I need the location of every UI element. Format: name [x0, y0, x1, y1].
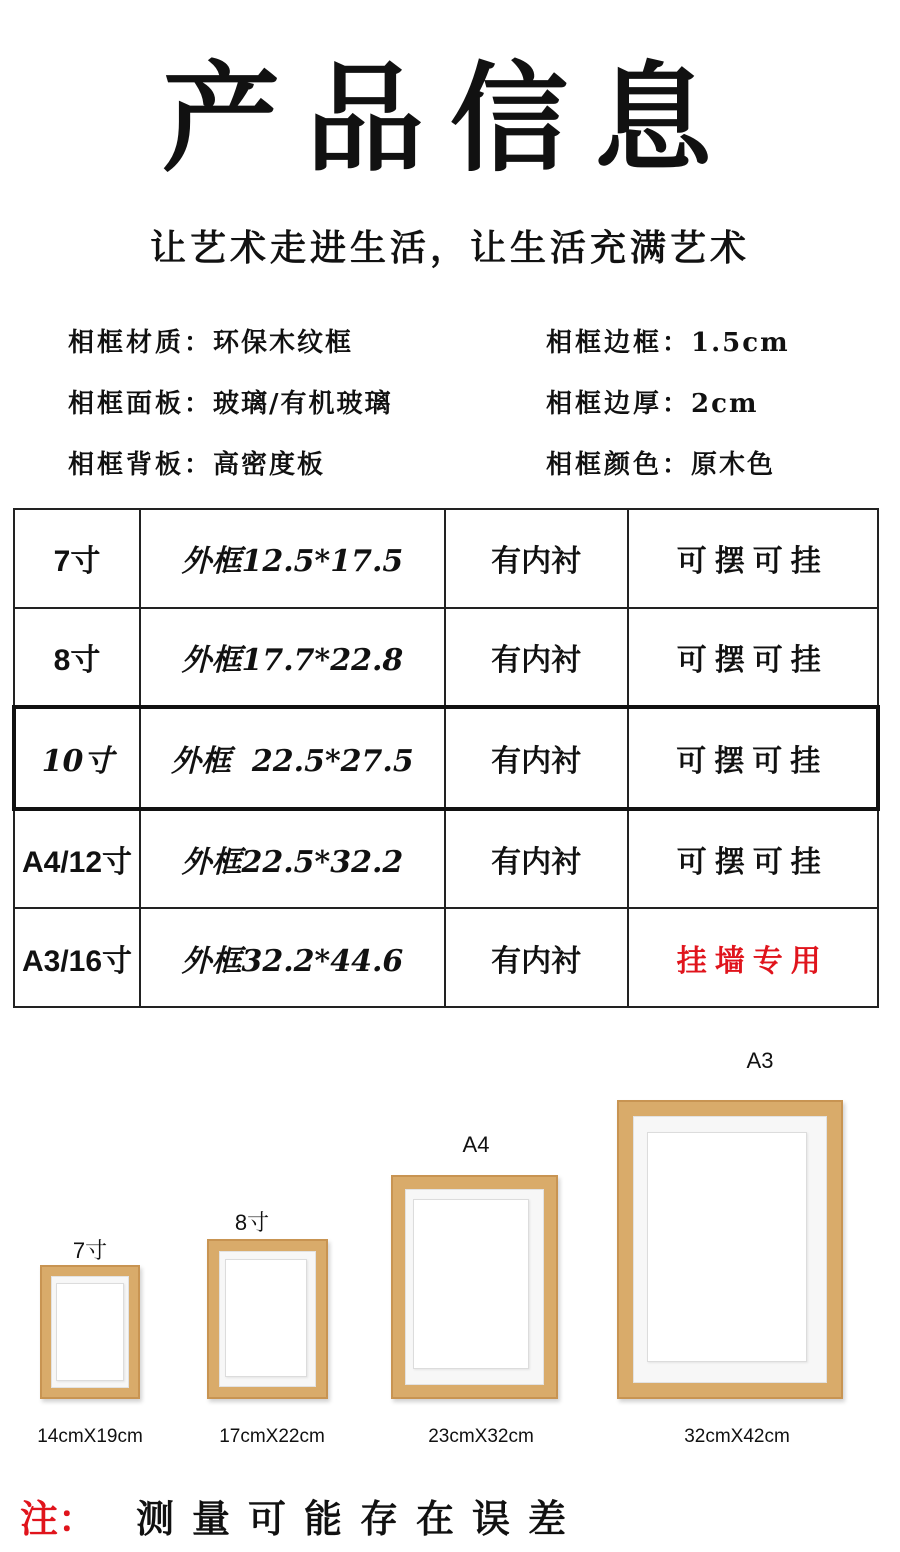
frame-7-illustration	[40, 1265, 140, 1399]
spec-label: 相框面板：	[68, 389, 214, 419]
size-cell: A4/12寸	[14, 809, 140, 908]
table-row	[14, 809, 878, 908]
frame-dimensions-a3: 32cmX42cm	[684, 1426, 790, 1447]
page-title: 产品信息	[161, 49, 738, 188]
spec-value: 玻璃/有机玻璃	[213, 389, 393, 419]
spec-label: 相框背板：	[68, 450, 214, 480]
frame-label-a4: A4	[462, 1132, 490, 1157]
size-cell: 7寸	[14, 509, 140, 608]
spec-value: 高密度板	[213, 450, 326, 480]
size-table	[12, 508, 880, 1008]
frame-label-7: 7寸	[72, 1238, 108, 1263]
spec-label: 相框边厚：	[546, 389, 692, 419]
lining-cell: 有内衬	[445, 809, 628, 908]
frame-a4-illustration	[391, 1175, 558, 1399]
outer-size-cell: 外框32.2*44.6	[140, 908, 445, 1007]
frame-dimensions-7: 14cmX19cm	[37, 1426, 143, 1447]
spec-value: 环保木纹框	[213, 328, 354, 358]
outer-size-cell: 外框17.7*22.8	[140, 608, 445, 707]
measurement-note	[20, 1488, 584, 1543]
outer-size-cell: 外框12.5*17.5	[140, 509, 445, 608]
lining-cell: 有内衬	[445, 608, 628, 707]
spec-border-width	[546, 322, 790, 359]
spec-value: 原木色	[691, 450, 776, 480]
frame-8-illustration	[207, 1239, 328, 1399]
frame-paper	[225, 1259, 307, 1377]
table-row	[14, 908, 878, 1007]
outer-size-cell: 外框 22.5*27.5	[140, 707, 445, 809]
spec-material	[68, 322, 353, 359]
usage-cell: 可摆可挂	[628, 608, 879, 707]
size-cell: 8寸	[14, 608, 140, 707]
spec-label: 相框颜色：	[546, 450, 692, 480]
usage-cell: 可摆可挂	[628, 509, 879, 608]
spec-panel	[68, 383, 393, 420]
table-row	[14, 509, 878, 608]
lining-cell: 有内衬	[445, 908, 628, 1007]
frame-paper	[647, 1132, 807, 1362]
note-text: 测量可能存在误差	[136, 1496, 585, 1541]
spec-color	[546, 444, 775, 481]
frame-a3-illustration	[617, 1100, 843, 1399]
frame-label-8: 8寸	[234, 1210, 270, 1235]
lining-cell: 有内衬	[445, 707, 628, 809]
spec-backboard	[68, 444, 325, 481]
spec-label: 相框边框：	[546, 328, 692, 358]
frame-label-a3: A3	[746, 1048, 774, 1073]
frame-dimensions-8: 17cmX22cm	[219, 1426, 325, 1447]
table-row	[14, 608, 878, 707]
note-label: 注：	[20, 1496, 97, 1541]
table-row-highlighted	[14, 707, 878, 809]
spec-value: 2cm	[691, 389, 759, 419]
usage-cell-wall-only: 挂墙专用	[628, 908, 879, 1007]
outer-size-cell: 外框22.5*32.2	[140, 809, 445, 908]
frame-dimensions-a4: 23cmX32cm	[428, 1426, 534, 1447]
lining-cell: 有内衬	[445, 509, 628, 608]
frame-paper	[413, 1199, 529, 1369]
usage-cell: 可摆可挂	[628, 707, 879, 809]
size-cell: 10寸	[14, 707, 140, 809]
usage-cell: 可摆可挂	[628, 809, 879, 908]
slogan: 让艺术走进生活，让生活充满艺术	[149, 227, 750, 269]
size-cell: A3/16寸	[14, 908, 140, 1007]
spec-value: 1.5cm	[691, 328, 790, 358]
spec-label: 相框材质：	[68, 328, 214, 358]
frame-paper	[56, 1283, 124, 1381]
spec-border-thickness	[546, 383, 758, 420]
